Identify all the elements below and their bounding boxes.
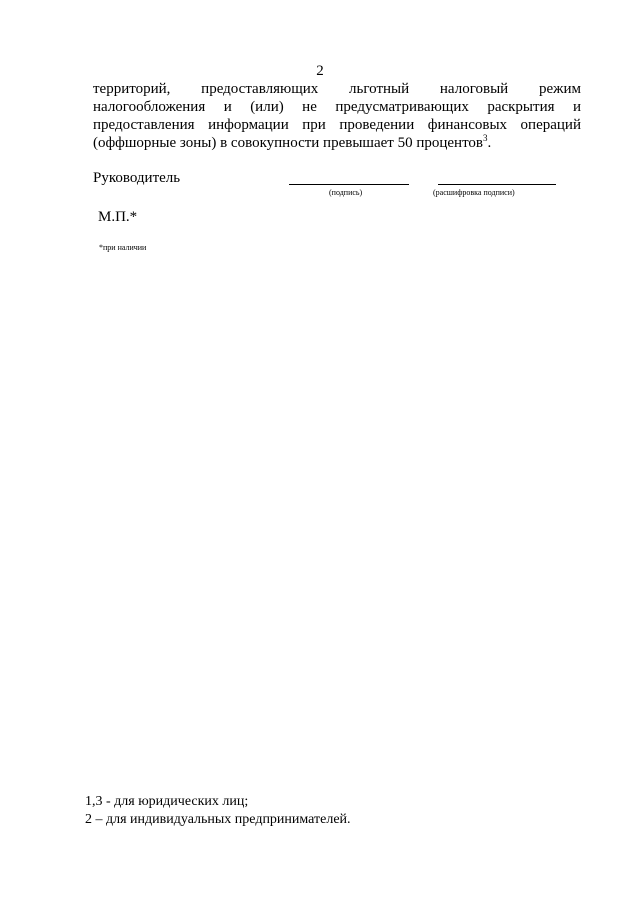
body-line: территорий, предоставляющих льготный налоговый режим bbox=[93, 81, 581, 97]
signature-line bbox=[289, 184, 409, 185]
decoding-caption: (расшифровка подписи) bbox=[433, 188, 515, 197]
footnote-ref: 3 bbox=[483, 133, 488, 143]
body-line: предоставления информации при проведении финансовых операций bbox=[93, 117, 581, 133]
body-line-text: (оффшорные зоны) в совокупности превышает 50 процентов bbox=[93, 135, 484, 151]
footnote-entrepreneurs: 2 – для индивидуальных предпринимателей. bbox=[85, 812, 351, 827]
role-label: Руководитель bbox=[93, 170, 181, 186]
footnote-legal-entities: 1,3 - для юридических лиц; bbox=[85, 794, 249, 809]
signature-caption: (подпись) bbox=[329, 188, 363, 197]
decoding-line bbox=[438, 184, 556, 185]
signature-block bbox=[93, 170, 593, 210]
body-line: налогообложения и (или) не предусматривающих раскрытия и bbox=[93, 99, 581, 115]
seal-label: М.П.* bbox=[98, 209, 138, 225]
body-line-last bbox=[93, 134, 581, 152]
body-paragraph bbox=[93, 80, 581, 152]
body-line-end: . bbox=[487, 135, 492, 151]
page-number: 2 bbox=[316, 63, 324, 79]
footnotes bbox=[85, 793, 351, 829]
seal-footnote: *при наличии bbox=[99, 243, 147, 252]
